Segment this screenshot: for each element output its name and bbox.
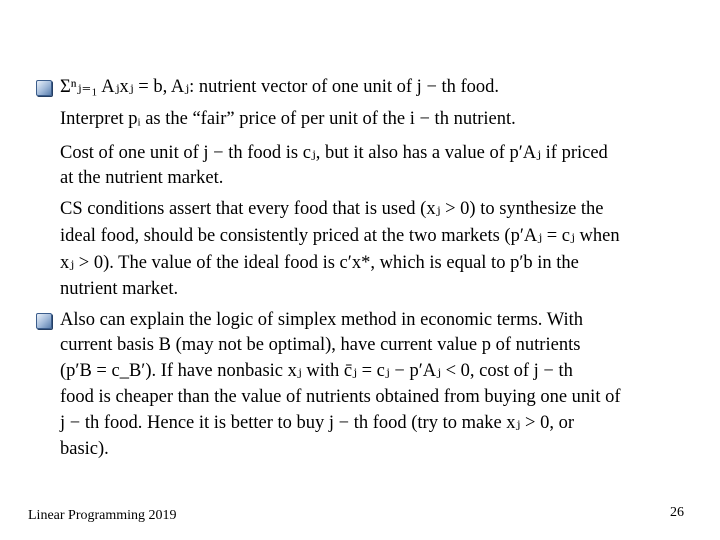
bullet1-line: xⱼ > 0). The value of the ideal food is c′x*, which is equal to p′b in the bbox=[60, 253, 579, 273]
bullet2-line: j − th food. Hence it is better to buy j − th food (try to make xⱼ > 0, or bbox=[60, 413, 575, 433]
bullet1-line: nutrient market. bbox=[60, 279, 179, 299]
bullet1-line: at the nutrient market. bbox=[60, 168, 224, 188]
bullet1-line: ideal food, should be consistently priced at the two markets (p′Aⱼ = cⱼ when bbox=[60, 226, 620, 246]
bullet2-line: (p′B = c_B′). If have nonbasic xⱼ with c̄ⱼ = cⱼ − p′Aⱼ < 0, cost of j − th bbox=[60, 361, 573, 381]
bullet2-line: Also can explain the logic of simplex method in economic terms. With bbox=[60, 310, 583, 330]
bullet2-line: food is cheaper than the value of nutrients obtained from buying one unit of bbox=[60, 387, 621, 407]
footer-course-title: Linear Programming 2019 bbox=[28, 508, 177, 523]
bullet2-line: basic). bbox=[60, 439, 109, 459]
bullet2-line: current basis B (may not be optimal), have current value p of nutrients bbox=[60, 335, 581, 355]
bullet1-line: Cost of one unit of j − th food is cⱼ, but it also has a value of p′Aⱼ if priced bbox=[60, 143, 608, 163]
bullet1-line: Σⁿⱼ₌₁ Aⱼxⱼ = b, Aⱼ: nutrient vector of one unit of j − th food. bbox=[60, 77, 500, 97]
checkbox-bullet-icon bbox=[36, 313, 52, 329]
page-number: 26 bbox=[670, 505, 684, 520]
bullet1-line: CS conditions assert that every food that is used (xⱼ > 0) to synthesize the bbox=[60, 199, 604, 219]
checkbox-bullet-icon bbox=[36, 80, 52, 96]
bullet1-line: Interpret pᵢ as the “fair” price of per unit of the i − th nutrient. bbox=[60, 109, 516, 129]
